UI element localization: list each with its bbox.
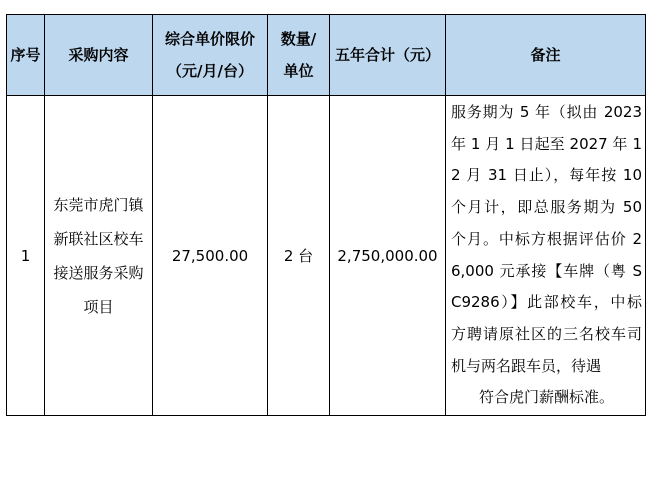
header-quantity [268,15,330,96]
header-unit-price-line2: （元/月/台） [167,62,253,80]
procurement-table-container [6,14,646,416]
header-row [7,15,646,96]
header-note: 备注 [446,15,646,96]
header-quantity-line1: 数量/ [280,30,317,48]
cell-unit-price: 27,500.00 [153,96,268,416]
cell-quantity: 2 台 [268,96,330,416]
cell-content: 东莞市虎门镇新联社区校车接送服务采购项目 [45,96,153,416]
header-unit-price-line1: 综合单价限价 [164,30,255,48]
header-total: 五年合计（元） [330,15,446,96]
note-last-line: 符合虎门薪酬标准。 [478,388,614,407]
note-main-text: 服务期为 5 年（拟由 2023 年 1 月 1 日起至 2027 年 12 月 31 日止），每年按 10 个月计，即总服务期为 50 个月。中标方根据评估价 26,000 元承接【车牌（粤 SC9286）】此部校车，中标方聘请原社区的三名校车司机与两名跟车员，待遇 [451,103,642,375]
header-index: 序号 [7,15,45,96]
cell-index: 1 [7,96,45,416]
procurement-table [6,14,646,416]
cell-note [446,96,646,416]
header-content: 采购内容 [45,15,153,96]
cell-total: 2,750,000.00 [330,96,446,416]
header-unit-price [153,15,268,96]
table-row [7,96,646,416]
header-quantity-line2: 单位 [283,62,314,80]
